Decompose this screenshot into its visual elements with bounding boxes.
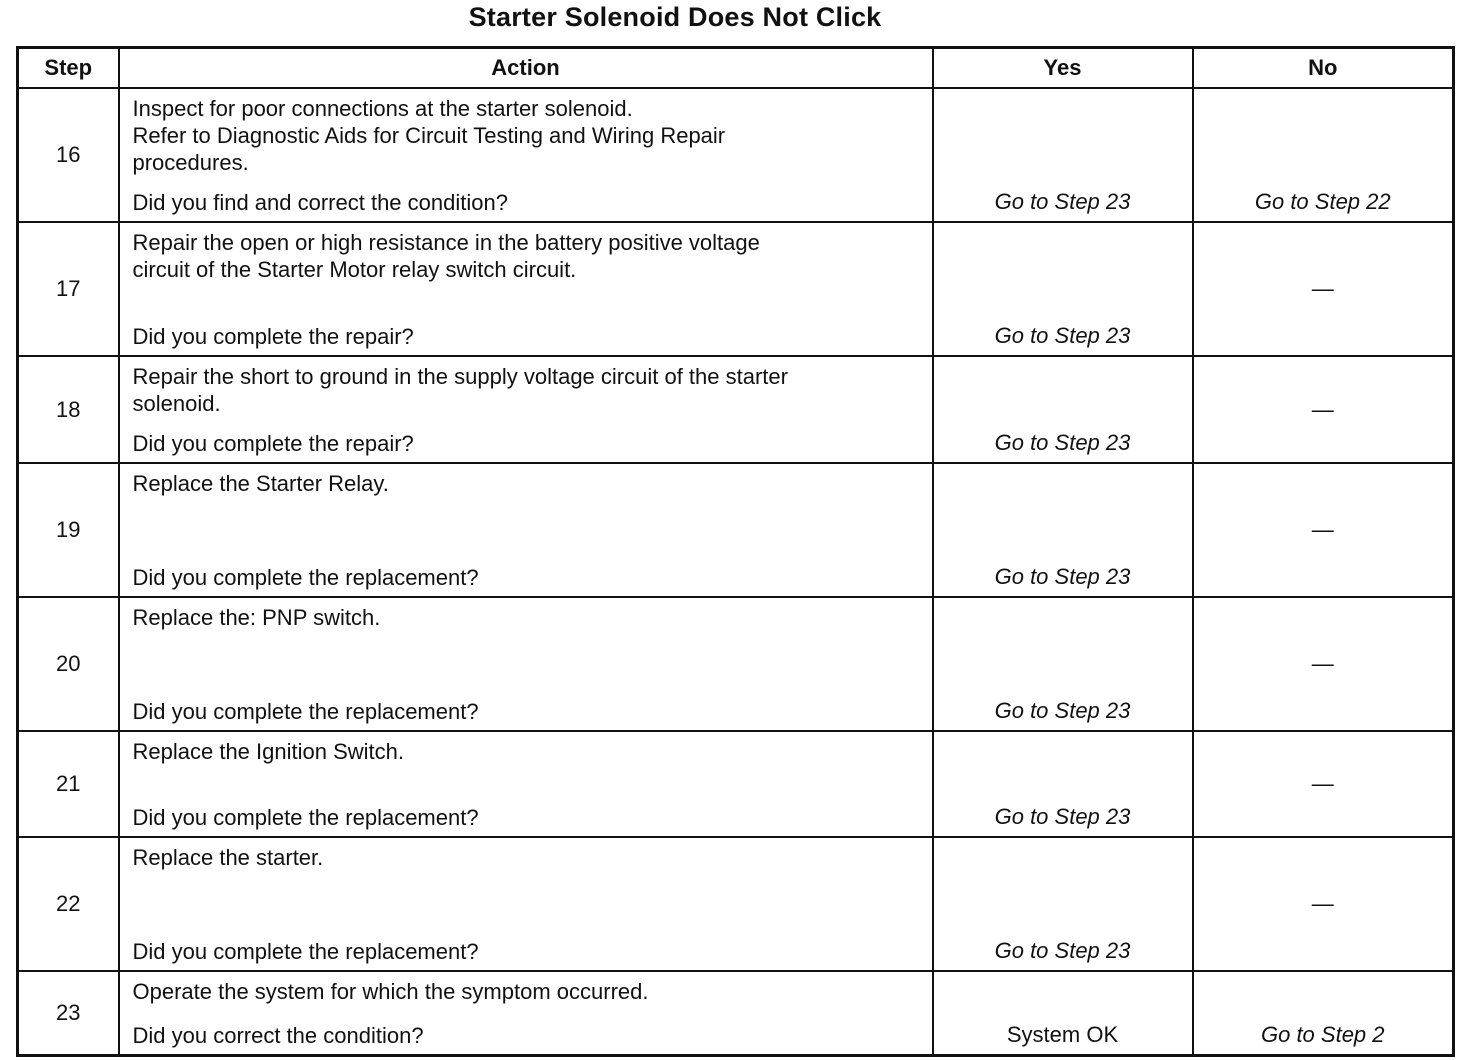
yes-result: Go to Step 23 <box>933 731 1193 837</box>
yes-result: Go to Step 23 <box>933 88 1193 222</box>
yes-result: System OK <box>933 971 1193 1056</box>
action-question: Did you complete the repair? <box>132 431 414 456</box>
table-row <box>18 88 1454 222</box>
no-result: Go to Step 22 <box>1193 88 1454 222</box>
no-result: — <box>1193 837 1454 971</box>
yes-result: Go to Step 23 <box>933 463 1193 597</box>
table-body <box>18 88 1454 1056</box>
header-step: Step <box>18 48 119 89</box>
action-cell <box>119 222 933 356</box>
action-question: Did you correct the condition? <box>132 1023 424 1048</box>
action-text-line: circuit of the Starter Motor relay switch circuit. <box>132 257 577 282</box>
action-text-line: Repair the short to ground in the supply voltage circuit of the starter <box>132 364 788 389</box>
action-text-line: solenoid. <box>132 391 221 416</box>
action-question: Did you complete the replacement? <box>132 699 479 724</box>
action-text-line: Repair the open or high resistance in the battery positive voltage <box>132 230 760 255</box>
action-cell <box>119 731 933 837</box>
action-text-line: Operate the system for which the symptom occurred. <box>132 979 649 1004</box>
page-title: Starter Solenoid Does Not Click <box>468 2 882 32</box>
header-action: Action <box>119 48 933 89</box>
no-result: — <box>1193 463 1454 597</box>
table-row <box>18 463 1454 597</box>
action-cell <box>119 597 933 731</box>
action-cell <box>119 837 933 971</box>
step-number: 20 <box>18 597 119 731</box>
table-row <box>18 837 1454 971</box>
step-number: 22 <box>18 837 119 971</box>
header-yes: Yes <box>933 48 1193 89</box>
table-row <box>18 222 1454 356</box>
yes-result: Go to Step 23 <box>933 837 1193 971</box>
action-cell <box>119 356 933 463</box>
table-row <box>18 356 1454 463</box>
step-number: 23 <box>18 971 119 1056</box>
step-number: 21 <box>18 731 119 837</box>
action-cell <box>119 971 933 1056</box>
step-number: 19 <box>18 463 119 597</box>
action-text-line: Replace the Ignition Switch. <box>132 739 404 764</box>
action-text-line: Replace the starter. <box>132 845 324 870</box>
action-cell <box>119 88 933 222</box>
yes-result: Go to Step 23 <box>933 356 1193 463</box>
action-question: Did you complete the replacement? <box>132 805 479 830</box>
action-text-line: procedures. <box>132 150 249 175</box>
action-question: Did you find and correct the condition? <box>132 190 508 215</box>
action-question: Did you complete the replacement? <box>132 565 479 590</box>
no-result: — <box>1193 731 1454 837</box>
no-result: — <box>1193 597 1454 731</box>
action-question: Did you complete the repair? <box>132 324 414 349</box>
table-row <box>18 597 1454 731</box>
diagnostic-table <box>16 46 1455 1057</box>
action-text-line: Replace the: PNP switch. <box>132 605 381 630</box>
step-number: 18 <box>18 356 119 463</box>
action-cell <box>119 463 933 597</box>
action-question: Did you complete the replacement? <box>132 939 479 964</box>
table-row <box>18 731 1454 837</box>
action-text-line: Inspect for poor connections at the starter solenoid. <box>132 96 633 121</box>
yes-result: Go to Step 23 <box>933 597 1193 731</box>
step-number: 16 <box>18 88 119 222</box>
table-row <box>18 971 1454 1056</box>
yes-result: Go to Step 23 <box>933 222 1193 356</box>
action-text-line: Refer to Diagnostic Aids for Circuit Testing and Wiring Repair <box>132 123 726 148</box>
no-result: Go to Step 2 <box>1193 971 1454 1056</box>
table-header-row <box>18 48 1454 89</box>
step-number: 17 <box>18 222 119 356</box>
header-no: No <box>1193 48 1454 89</box>
no-result: — <box>1193 356 1454 463</box>
action-text-line: Replace the Starter Relay. <box>132 471 389 496</box>
no-result: — <box>1193 222 1454 356</box>
